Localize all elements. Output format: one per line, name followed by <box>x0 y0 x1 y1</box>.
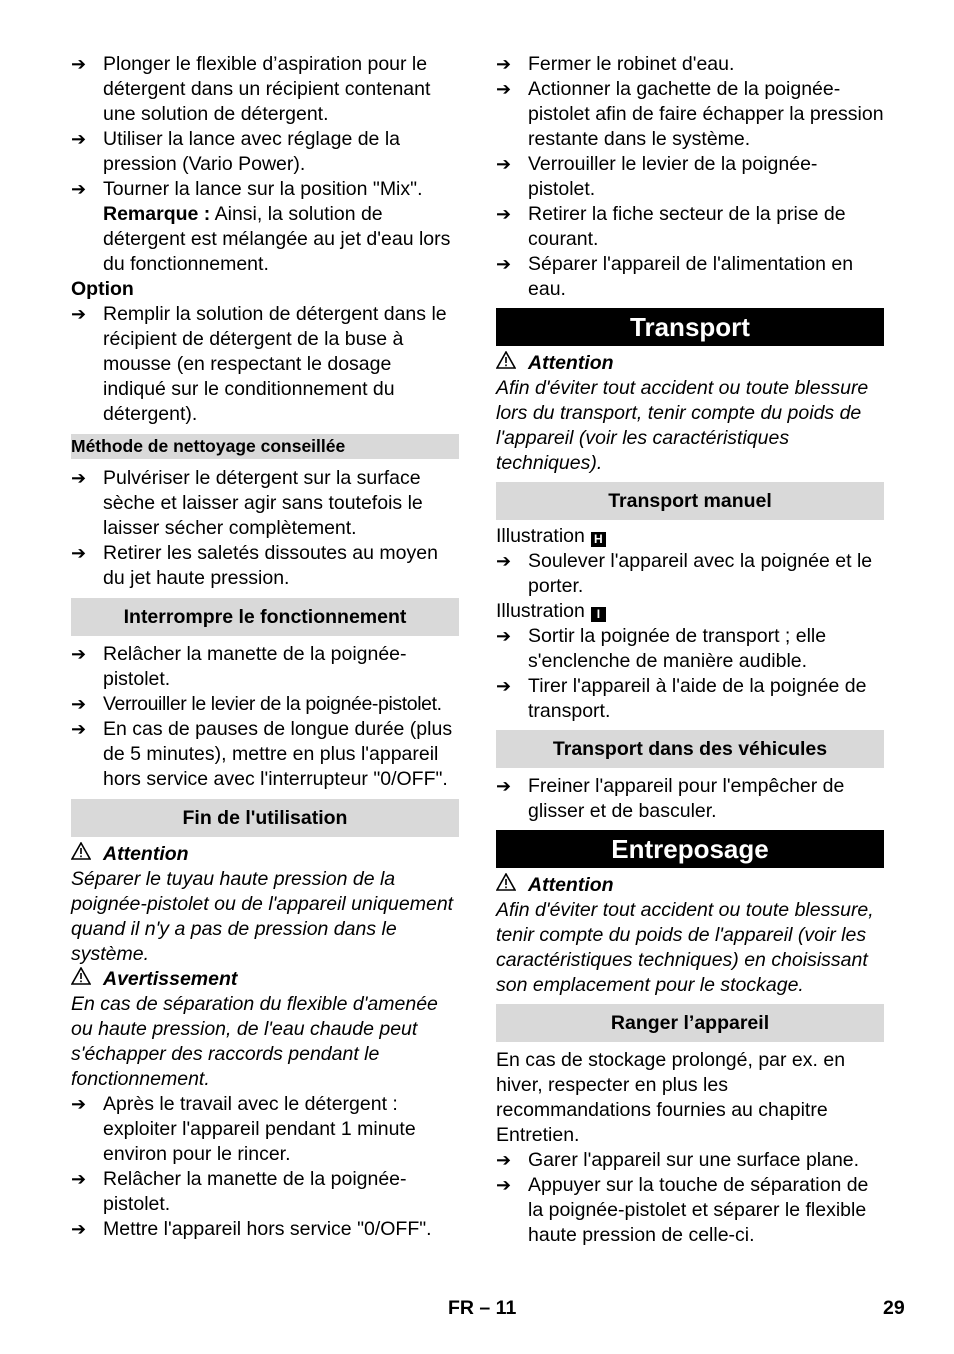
list-item: ➔ Tirer l'appareil à l'aide de la poignée de transport. <box>496 675 867 722</box>
arrow-right-icon: ➔ <box>496 776 512 796</box>
list-item: ➔ Utiliser la lance avec réglage de la pression (Vario Power). <box>71 128 400 175</box>
section-heading: Méthode de nettoyage conseillée <box>71 434 459 459</box>
warning-text: Afin d'éviter tout accident ou toute blessure, tenir compte du poids de l'appareil (voir les caractéristiques techniques) en choisissant son emplacement pour le stockage. <box>496 899 874 996</box>
right-column <box>496 52 884 1248</box>
chapter-heading: Transport <box>496 308 884 346</box>
list-item: ➔ Appuyer sur la touche de séparation de la poignée-pistolet et séparer le flexible haute pression de celle-ci. <box>496 1174 869 1246</box>
section-heading: Transport manuel <box>496 482 884 520</box>
warning-heading: Attention <box>496 351 884 376</box>
list-item: ➔ Verrouiller le levier de la poignée-pistolet. <box>71 693 442 715</box>
arrow-right-icon: ➔ <box>496 551 512 571</box>
arrow-right-icon: ➔ <box>71 304 87 324</box>
arrow-right-icon: ➔ <box>71 1169 87 1189</box>
page-number: 29 <box>883 1297 905 1319</box>
arrow-right-icon: ➔ <box>71 644 87 664</box>
arrow-right-icon: ➔ <box>496 154 512 174</box>
list-item: ➔ Remplir la solution de détergent dans le récipient de détergent de la buse à mousse (en respectant le dosage indiqué sur le conditionnement du détergent). <box>71 303 447 425</box>
warning-text: Séparer le tuyau haute pression de la poignée-pistolet ou de l'appareil uniquement quand il n'y a pas de pression dans le système. <box>71 868 454 965</box>
illustration-reference: Illustration I <box>496 599 884 624</box>
list-item: ➔ Relâcher la manette de la poignée-pistolet. <box>71 643 407 690</box>
arrow-right-icon: ➔ <box>71 543 87 563</box>
section-heading: Fin de l'utilisation <box>71 799 459 837</box>
illustration-letter: I <box>591 607 606 622</box>
warning-triangle-icon <box>496 351 528 376</box>
list-item: ➔ Verrouiller le levier de la poignée-pistolet. <box>496 153 818 200</box>
arrow-right-icon: ➔ <box>496 1150 512 1170</box>
warning-text: Afin d'éviter tout accident ou toute blessure lors du transport, tenir compte du poids de l'appareil (voir les caractéristiques techniques). <box>496 377 869 474</box>
list-item: ➔ Pulvériser le détergent sur la surface sèche et laisser agir sans toutefois le laisser sécher complètement. <box>71 467 423 539</box>
arrow-right-icon: ➔ <box>496 204 512 224</box>
paragraph: En cas de stockage prolongé, par ex. en hiver, respecter en plus les recommandations fournies au chapitre Entretien. <box>496 1049 846 1146</box>
list-item: ➔ Séparer l'appareil de l'alimentation en eau. <box>496 253 854 300</box>
list-item: ➔ Relâcher la manette de la poignée-pistolet. <box>71 1168 407 1215</box>
arrow-right-icon: ➔ <box>496 79 512 99</box>
warning-triangle-icon <box>71 842 103 867</box>
list-item: ➔ Fermer le robinet d'eau. <box>496 53 735 75</box>
warning-heading: Avertissement <box>71 967 459 992</box>
arrow-right-icon: ➔ <box>496 254 512 274</box>
footer-section-code: FR – 11 <box>448 1297 517 1319</box>
warning-heading: Attention <box>71 842 459 867</box>
list-item: ➔ Tourner la lance sur la position "Mix". Remarque : Ainsi, la solution de détergent est mélangée au jet d'eau lors du fonctionnement. <box>71 178 451 275</box>
illustration-reference: Illustration H <box>496 524 884 549</box>
list-item: ➔ Retirer la fiche secteur de la prise de courant. <box>496 203 846 250</box>
arrow-right-icon: ➔ <box>71 179 87 199</box>
arrow-right-icon: ➔ <box>496 626 512 646</box>
section-heading: Ranger l’appareil <box>496 1004 884 1042</box>
arrow-right-icon: ➔ <box>71 54 87 74</box>
list-item: ➔ Mettre l'appareil hors service "0/OFF". <box>71 1218 432 1240</box>
arrow-right-icon: ➔ <box>71 694 87 714</box>
warning-triangle-icon <box>496 873 528 898</box>
arrow-right-icon: ➔ <box>71 468 87 488</box>
section-heading: Transport dans des véhicules <box>496 730 884 768</box>
arrow-right-icon: ➔ <box>71 129 87 149</box>
warning-text: En cas de séparation du flexible d'amenée ou haute pression, de l'eau chaude peut s'échapper des raccords pendant le fonctionnement. <box>71 993 438 1090</box>
arrow-right-icon: ➔ <box>496 1175 512 1195</box>
arrow-right-icon: ➔ <box>496 54 512 74</box>
warning-heading: Attention <box>496 873 884 898</box>
list-item: ➔ Soulever l'appareil avec la poignée et le porter. <box>496 550 873 597</box>
arrow-right-icon: ➔ <box>71 1094 87 1114</box>
list-item: ➔ Après le travail avec le détergent : exploiter l'appareil pendant 1 minute environ pour le rincer. <box>71 1093 416 1165</box>
list-item: ➔ Plonger le flexible d’aspiration pour le détergent dans un récipient contenant une solution de détergent. <box>71 53 431 125</box>
left-column <box>71 52 459 1242</box>
warning-triangle-icon <box>71 967 103 992</box>
list-item: ➔ Freiner l'appareil pour l'empêcher de glisser et de basculer. <box>496 775 845 822</box>
option-label: Option <box>71 278 134 300</box>
list-item: ➔ Garer l'appareil sur une surface plane. <box>496 1149 860 1171</box>
illustration-letter: H <box>591 532 606 547</box>
list-item: ➔ Retirer les saletés dissoutes au moyen du jet haute pression. <box>71 542 438 589</box>
note-label: Remarque : <box>103 203 211 225</box>
section-heading: Interrompre le fonctionnement <box>71 598 459 636</box>
list-item: ➔ Sortir la poignée de transport ; elle s'enclenche de manière audible. <box>496 625 827 672</box>
arrow-right-icon: ➔ <box>71 719 87 739</box>
arrow-right-icon: ➔ <box>496 676 512 696</box>
list-item: ➔ En cas de pauses de longue durée (plus de 5 minutes), mettre en plus l'appareil hors service avec l'interrupteur "0/OFF". <box>71 718 453 790</box>
list-item: ➔ Actionner la gachette de la poignée-pistolet afin de faire échapper la pression restante dans le système. <box>496 78 884 150</box>
arrow-right-icon: ➔ <box>71 1219 87 1239</box>
chapter-heading: Entreposage <box>496 830 884 868</box>
